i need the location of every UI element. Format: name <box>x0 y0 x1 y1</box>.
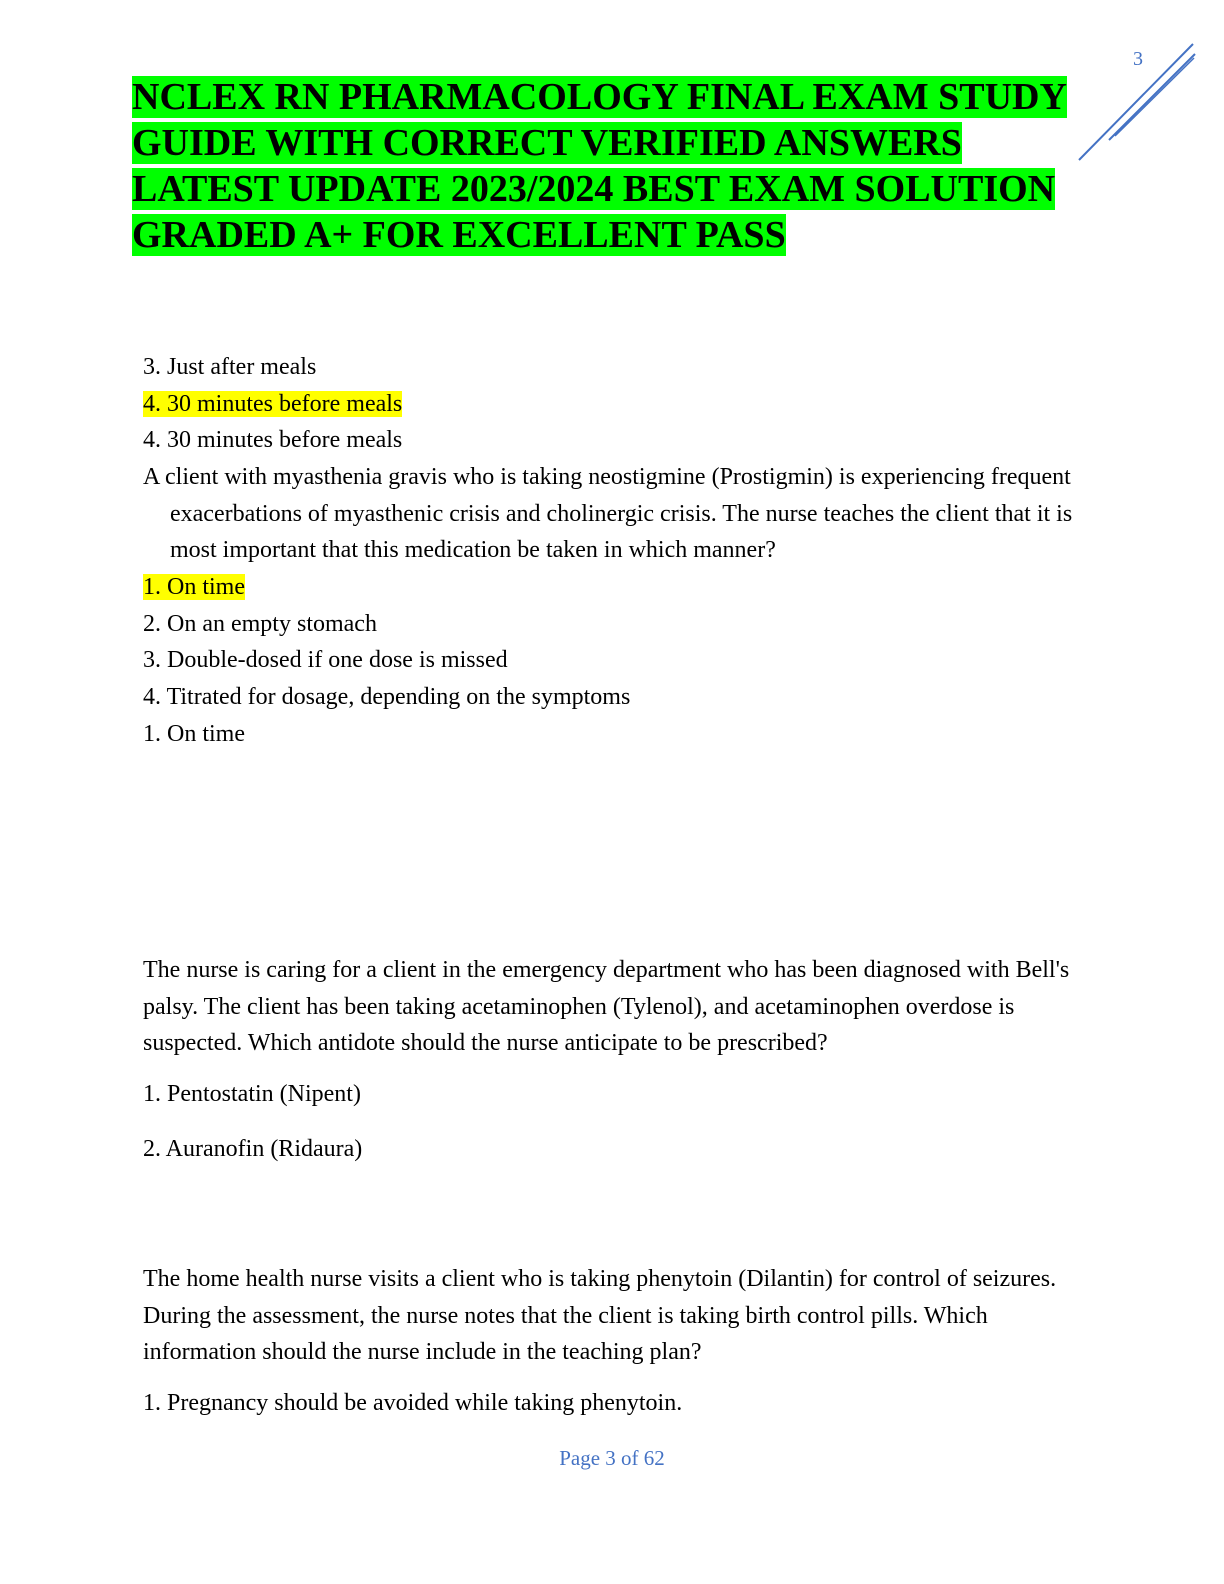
document-title: NCLEX RN PHARMACOLOGY FINAL EXAM STUDY GUIDE WITH CORRECT VERIFIED ANSWERS LATEST UPDATE 2023/2024 BEST EXAM SOLUTION GRADED A+ FOR EXCELLENT PASS <box>132 76 1067 256</box>
question-4 <box>143 1261 1093 1422</box>
highlighted-answer: 4. 30 minutes before meals <box>143 390 403 417</box>
question-3 <box>143 952 1093 1167</box>
option-line: 1. Pregnancy should be avoided while taking phenytoin. <box>143 1390 683 1417</box>
footer-page-label: Page 3 of 62 <box>559 1446 665 1470</box>
question-text: The home health nurse visits a client who is taking phenytoin (Dilantin) for control of seizures. During the assessment, the nurse notes that the client is taking birth control pills. Which information should the nurse include in the teaching plan? <box>143 1266 1057 1366</box>
question-text: A client with myasthenia gravis who is taking neostigmine (Prostigmin) is experiencing frequent exacerbations of myasthenic crisis and cholinergic crisis. The nurse teaches the client that it is most important that this medication be taken in which manner? <box>143 464 1073 564</box>
header-page-number: 3 <box>1133 48 1143 70</box>
option-line: 4. Titrated for dosage, depending on the symptoms <box>143 684 631 711</box>
question-text: The nurse is caring for a client in the emergency department who has been diagnosed with Bell's palsy. The client has been taking acetaminophen (Tylenol), and acetaminophen overdose is suspected. Which antidote should the nurse anticipate to be prescribed? <box>143 957 1070 1057</box>
option-line: 3. Just after meals <box>143 354 317 380</box>
corner-decoration <box>1075 40 1200 165</box>
question-2 <box>143 459 1093 753</box>
answer-line: 1. On time <box>143 720 245 747</box>
option-line: 2. Auranofin (Ridaura) <box>143 1135 363 1162</box>
question-1-options <box>143 349 1093 459</box>
option-line: 1. Pentostatin (Nipent) <box>143 1081 361 1108</box>
option-line: 2. On an empty stomach <box>143 610 377 637</box>
highlighted-answer: 1. On time <box>143 574 245 601</box>
answer-line: 4. 30 minutes before meals <box>143 427 403 454</box>
option-line: 3. Double-dosed if one dose is missed <box>143 647 508 674</box>
